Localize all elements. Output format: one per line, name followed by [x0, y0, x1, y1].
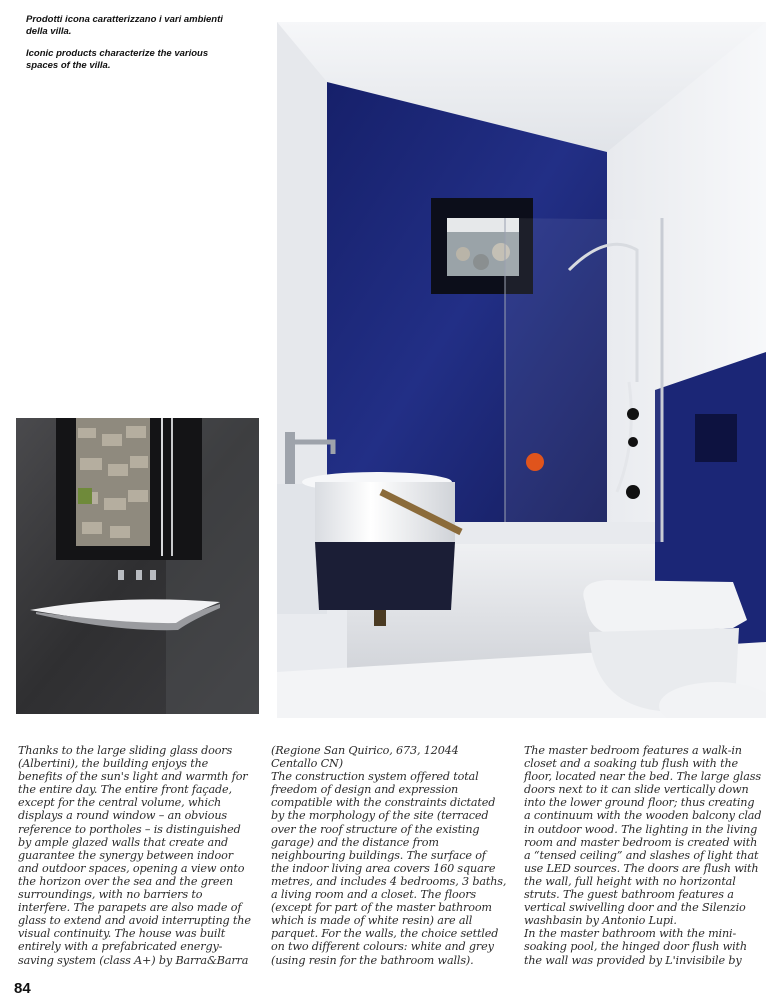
text-column-2 — [271, 744, 507, 967]
text-column-1 — [18, 744, 254, 967]
bathroom-illustration — [277, 22, 766, 718]
caption-english: Iconic products characterize the various spaces of the villa. — [26, 48, 209, 71]
photo-caption — [26, 14, 226, 82]
body-paragraph: Thanks to the large sliding glass doors (Albertini), the building enjoys the benefits of the sun's light and warmth for the entire day. The entire front façade, except for the central volume, which displays a round window – an obvious reference to portholes – is distinguished by ample glazed walls that create and guarantee the synergy between indoor and outdoor spaces, opening a view onto the horizon over the sea and the green surroundings, with no barriers to interfere. The parapets are also made of glass to extend and avoid interrupting the visual continuity. The house was built entirely with a prefabricated energy-saving system (class A+) by Barra&Barra — [18, 744, 251, 967]
body-paragraph-continued: In the master bathroom with the mini-soaking pool, the hinged door flush with the wall was provided by L'invisibile by — [524, 927, 747, 967]
washbasin-illustration — [16, 418, 259, 714]
bathroom-photo — [277, 22, 766, 718]
washbasin-photo — [16, 418, 259, 714]
text-column-3 — [524, 744, 762, 967]
caption-italian: Prodotti icona caratterizzano i vari ambienti della villa. — [26, 14, 223, 37]
body-paragraph: The master bedroom features a walk-in closet and a soaking tub flush with the floor, located near the bed. The large glass doors next to it can slide vertically down into the lower ground floor; thus creating a continuum with the wooden balcony clad in outdoor wood. The lighting in the living room and master bedroom is created with a “tensed ceiling” and slashes of light that use LED sources. The doors are flush with the wall, full height with no horizontal struts. The guest bathroom features a vertical swivelling door and the Silenzio washbasin by Antonio Lupi. — [524, 744, 762, 928]
body-paragraph-lead: (Regione San Quirico, 673, 12044 Centallo CN) — [271, 744, 459, 771]
page-number: 84 — [14, 980, 31, 997]
body-paragraph: The construction system offered total freedom of design and expression compatible with the constraints dictated by the morphology of the site (terraced over the roof structure of the existing garage) and the distance from neighbouring buildings. The surface of the indoor living area covers 160 square metres, and includes 4 bedrooms, 3 baths, a living room and a closet. The floors (except for part of the master bathroom which is made of white resin) are all parquet. For the walls, the choice settled on two different colours: white and grey (using resin for the bathroom walls). — [271, 770, 507, 967]
